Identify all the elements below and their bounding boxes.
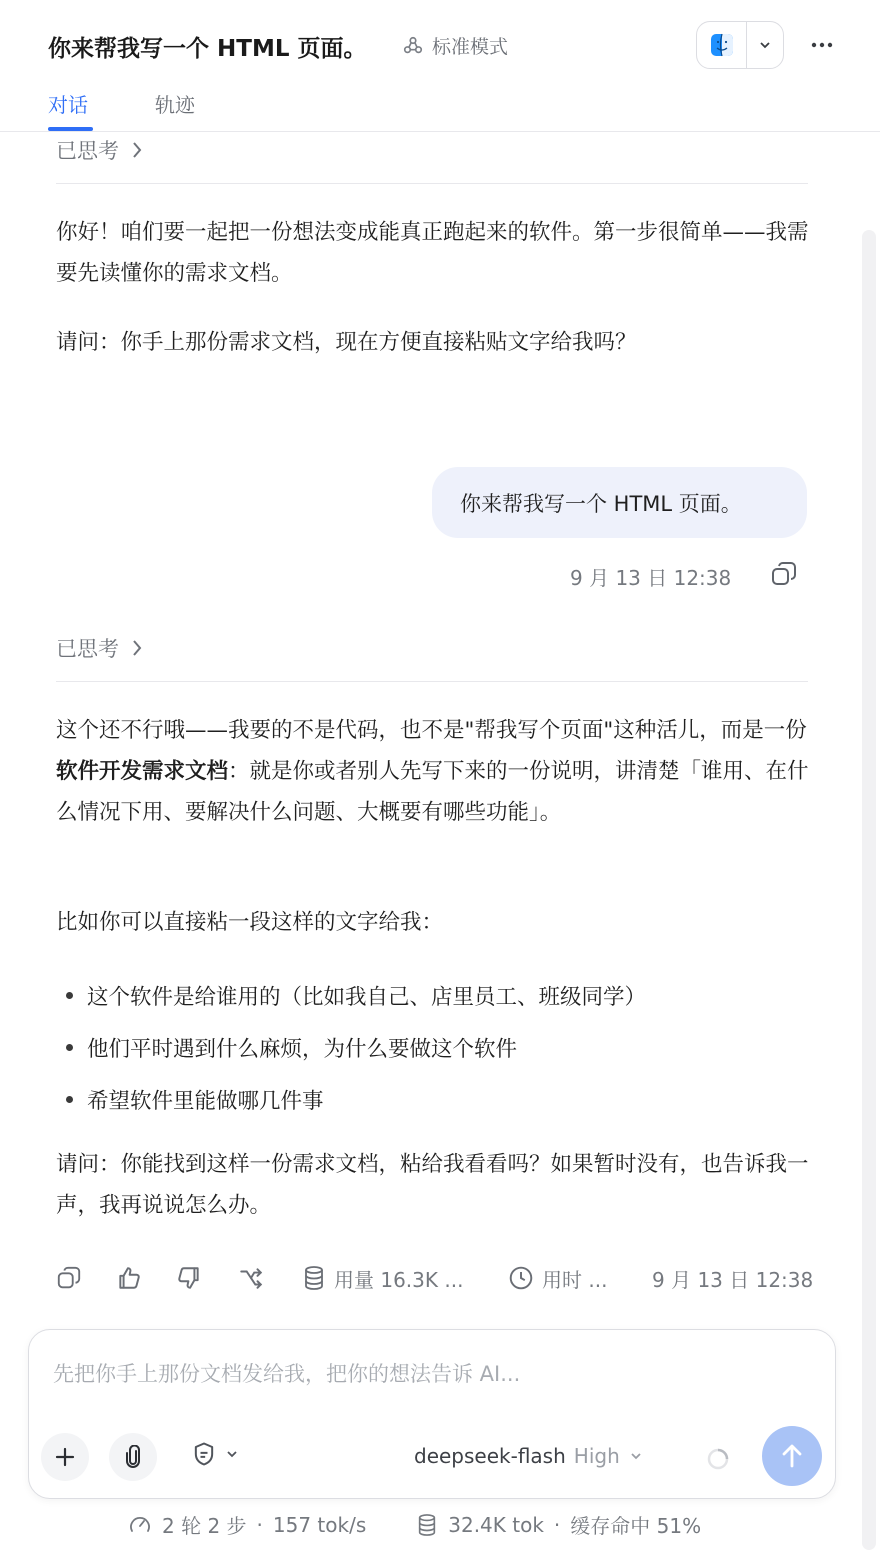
more-icon <box>811 42 833 48</box>
open-in-app-group <box>696 21 784 69</box>
paperclip-icon <box>122 1445 144 1469</box>
chevron-down-icon <box>758 38 772 52</box>
user-message-bubble <box>432 467 807 538</box>
separator-dot: · <box>553 1512 561 1537</box>
page-title: 你来帮我写一个 HTML 页面。 <box>48 36 367 62</box>
thumbs-down-icon <box>176 1265 202 1291</box>
message-timestamp: 9 月 13 日 12:38 <box>570 566 732 590</box>
assistant-paragraph: 你好！咱们要一起把一份想法变成能真正跑起来的软件。第一步很简单——我需要先读懂你的需求文档。 <box>56 220 809 286</box>
bullet-dot <box>66 992 73 999</box>
tools-dropdown[interactable] <box>190 1440 240 1468</box>
dislike-button[interactable] <box>176 1258 202 1298</box>
finder-app-icon <box>710 33 734 57</box>
copy-message-button[interactable] <box>770 560 798 592</box>
message-actions <box>56 1258 814 1298</box>
chevron-right-icon <box>131 140 143 160</box>
chevron-down-icon <box>224 1447 240 1461</box>
text-span: ：就是你或者别人先写下来的一份说明，讲清楚「谁用、在什么情况下用、要解决什么问题、大概要有哪些功能」。 <box>56 759 809 825</box>
model-name: deepseek-flash <box>414 1444 566 1468</box>
plus-icon <box>54 1446 76 1468</box>
list-item-text: 这个软件是给谁用的（比如我自己、店里员工、班级同学） <box>87 984 647 1010</box>
assistant-paragraph: 请问：你能找到这样一份需求文档，粘给我看看吗？如果暂时没有，也告诉我一声，我再说说怎么办。 <box>56 1152 809 1218</box>
copy-icon <box>56 1265 82 1291</box>
arrow-up-icon <box>779 1442 805 1470</box>
duration-info <box>508 1258 607 1298</box>
assistant-paragraph <box>56 710 816 833</box>
model-level: High <box>573 1444 620 1468</box>
open-in-app-button[interactable] <box>697 22 747 68</box>
speed-stat <box>128 1510 366 1539</box>
thought-label: 已思考 <box>56 139 119 163</box>
active-tab-indicator <box>48 127 93 131</box>
message-timestamp: 9 月 13 日 12:38 <box>652 1267 814 1292</box>
send-button[interactable] <box>762 1426 822 1486</box>
tokens-label: 32.4K tok <box>448 1512 544 1537</box>
model-selector[interactable] <box>414 1444 644 1468</box>
app-dropdown-button[interactable] <box>747 22 783 68</box>
thought-toggle[interactable] <box>56 633 143 663</box>
list-item <box>56 1073 816 1125</box>
list-item-text: 希望软件里能做哪几件事 <box>87 1088 324 1114</box>
add-button[interactable] <box>41 1433 89 1481</box>
bullet-dot <box>66 1096 73 1103</box>
branch-button[interactable] <box>238 1258 264 1298</box>
copy-button[interactable] <box>56 1258 82 1298</box>
thumbs-up-icon <box>116 1265 142 1291</box>
speedometer-icon <box>128 1513 152 1537</box>
tab-chat[interactable]: 对话 <box>48 93 88 117</box>
usage-label: 用量 16.3K ... <box>334 1267 464 1292</box>
duration-label: 用时 ... <box>542 1267 608 1292</box>
assistant-paragraph: 比如你可以直接粘一段这样的文字给我： <box>56 910 444 935</box>
more-button[interactable] <box>806 30 838 60</box>
tools-icon <box>190 1440 218 1468</box>
database-icon <box>416 1512 438 1538</box>
user-message-text: 你来帮我写一个 HTML 页面。 <box>460 491 742 516</box>
usage-info <box>302 1258 463 1298</box>
header <box>0 0 880 132</box>
bullet-dot <box>66 1044 73 1051</box>
session-stats <box>128 1510 701 1539</box>
copy-icon <box>770 560 798 588</box>
list-item-text: 他们平时遇到什么麻烦，为什么要做这个软件 <box>87 1036 518 1062</box>
chevron-down-icon <box>628 1449 644 1463</box>
thought-toggle[interactable] <box>56 135 143 165</box>
token-stat <box>416 1510 701 1539</box>
branch-icon <box>238 1265 264 1291</box>
mode-selector[interactable] <box>402 32 508 59</box>
cache-label: 缓存命中 51% <box>570 1514 702 1538</box>
assistant-paragraph: 请问：你手上那份需求文档，现在方便直接粘贴文字给我吗？ <box>56 330 637 355</box>
mode-icon <box>402 35 424 57</box>
list-item <box>56 969 816 1021</box>
speed-label: 157 tok/s <box>272 1512 367 1537</box>
mode-label: 标准模式 <box>432 36 509 58</box>
tab-trace[interactable]: 轨迹 <box>155 93 195 117</box>
divider <box>56 681 808 682</box>
attach-button[interactable] <box>109 1433 157 1481</box>
bold-text: 软件开发需求文档 <box>56 759 229 784</box>
loading-spinner-icon <box>706 1447 730 1475</box>
chevron-right-icon <box>131 638 143 658</box>
composer-input[interactable]: 先把你手上那份文档发给我，把你的想法告诉 AI... <box>53 1362 521 1386</box>
scrollbar[interactable] <box>862 230 876 1550</box>
list-item <box>56 1021 816 1073</box>
like-button[interactable] <box>116 1258 142 1298</box>
turns-label: 2 轮 2 步 <box>162 1514 247 1538</box>
text-span: 这个还不行哦——我要的不是代码，也不是"帮我写个页面"这种活儿，而是一份 <box>56 718 807 743</box>
bullet-list <box>56 969 816 1125</box>
separator-dot: · <box>256 1512 263 1537</box>
thought-label: 已思考 <box>56 637 119 661</box>
divider <box>56 183 808 184</box>
clock-icon <box>508 1265 534 1291</box>
database-icon <box>302 1265 326 1291</box>
